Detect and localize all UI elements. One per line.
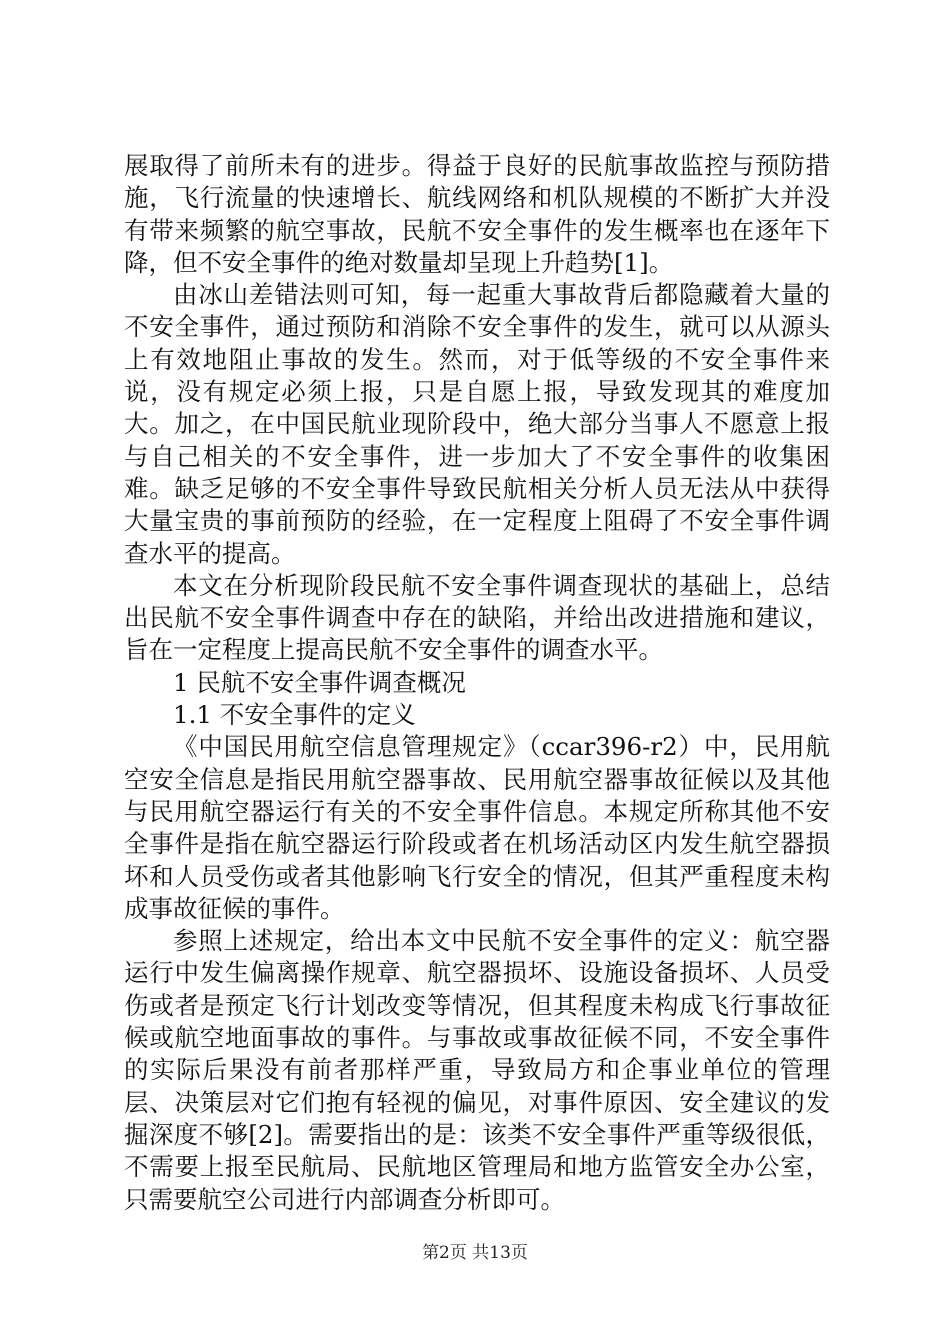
- section-heading-1: 1 民航不安全事件调查概况: [173, 667, 466, 697]
- document-body: [124, 150, 830, 1216]
- paragraph-continuation: 展取得了前所未有的进步。得益于良好的民航事故监控与预防措施，飞行流量的快速增长、航线网络和机队规模的不断扩大并没有带来频繁的航空事故，民航不安全事件的发生概率也在逐年下降，但不安全事件的绝对数量却呈现上升趋势[1]。: [124, 151, 830, 277]
- page-number-label: 第2页 共13页: [422, 1243, 528, 1263]
- paragraph-iceberg-rule: 由冰山差错法则可知，每一起重大事故背后都隐藏着大量的不安全事件，通过预防和消除不安全事件的发生，就可以从源头上有效地阻止事故的发生。然而，对于低等级的不安全事件来说，没有规定必须上报，只是自愿上报，导致发现其的难度加大。加之，在中国民航业现阶段中，绝大部分当事人不愿意上报与自己相关的不安全事件，进一步加大了不安全事件的收集困难。缺乏足够的不安全事件导致民航相关分析人员无法从中获得大量宝贵的事前预防的经验，在一定程度上阻碍了不安全事件调查水平的提高。: [124, 280, 830, 568]
- page-footer: [0, 1243, 950, 1263]
- paragraph-regulation: 《中国民用航空信息管理规定》（ccar396-r2）中，民用航空安全信息是指民用航空器事故、民用航空器事故征候以及其他与民用航空器运行有关的不安全事件信息。本规定所称其他不安全事件是指在航空器运行阶段或者在机场活动区内发生航空器损坏和人员受伤或者其他影响飞行安全的情况，但其严重程度未构成事故征候的事件。: [124, 732, 830, 923]
- paragraph-purpose: 本文在分析现阶段民航不安全事件调查现状的基础上，总结出民航不安全事件调查中存在的缺陷，并给出改进措施和建议，旨在一定程度上提高民航不安全事件的调查水平。: [124, 570, 830, 665]
- paragraph-definition: 参照上述规定，给出本文中民航不安全事件的定义：航空器运行中发生偏离操作规章、航空器损坏、设施设备损坏、人员受伤或者是预定飞行计划改变等情况，但其程度未构成飞行事故征候或航空地面事故的事件。与事故或事故征候不同，不安全事件的实际后果没有前者那样严重，导致局方和企事业单位的管理层、决策层对它们抱有轻视的偏见，对事件原因、安全建议的发掘深度不够[2]。需要指出的是：该类不安全事件严重等级很低，不需要上报至民航局、民航地区管理局和地方监管安全办公室，只需要航空公司进行内部调查分析即可。: [124, 926, 830, 1214]
- section-heading-1-1: 1.1 不安全事件的定义: [173, 700, 416, 730]
